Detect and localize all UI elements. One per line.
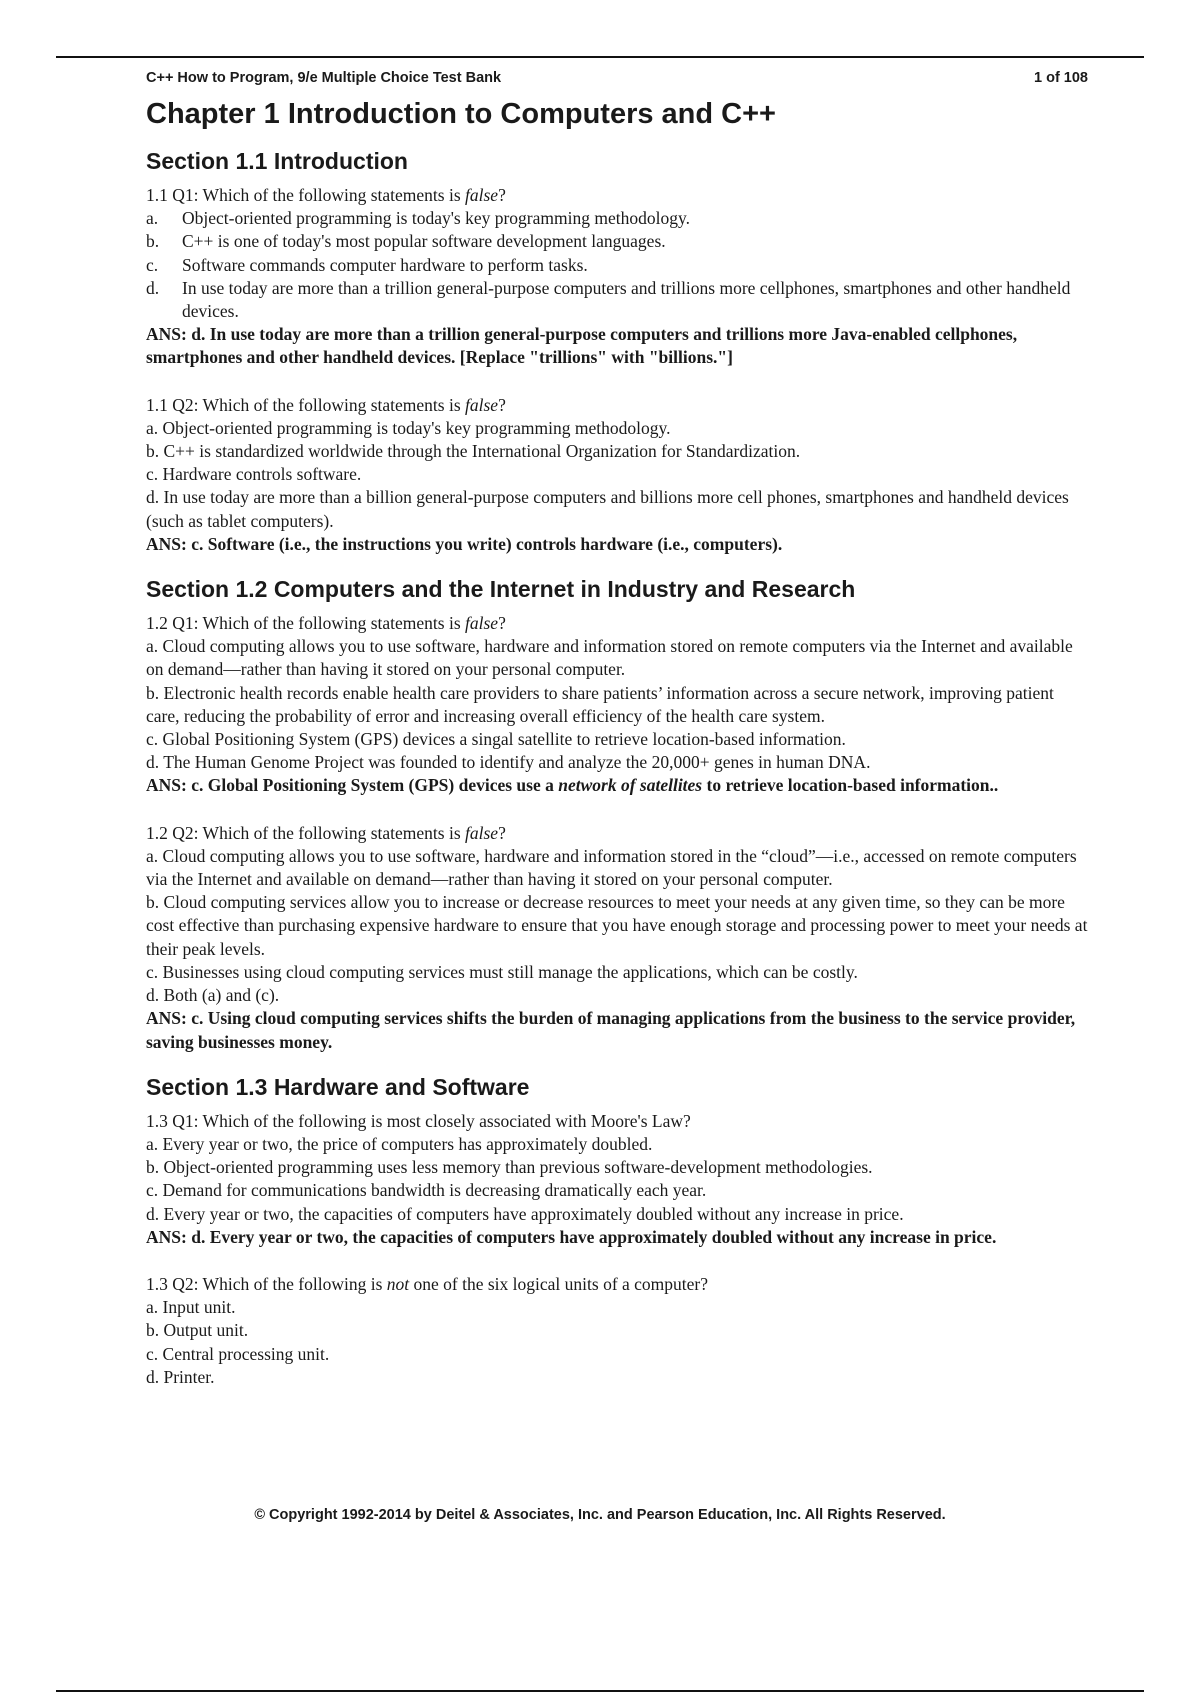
section-1-3 — [146, 1072, 1088, 1389]
question-1-3-q1 — [146, 1110, 1088, 1249]
option-d: d. In use today are more than a trillion general-purpose computers and trillions more cellphones, smartphones and other handheld devices. — [146, 277, 1071, 322]
answer: ANS: c. Global Positioning System (GPS) devices use a network of satellites to retrieve location-based information.. — [146, 775, 999, 796]
option-b: b. C++ is standardized worldwide through the International Organization for Standardization. — [146, 441, 801, 462]
question-1-2-q1 — [146, 612, 1088, 798]
option-b: b. C++ is one of today's most popular software development languages. — [146, 231, 666, 252]
option-d: d. Both (a) and (c). — [146, 985, 280, 1006]
section-title: Section 1.2 Computers and the Internet in Industry and Research — [146, 576, 856, 603]
option-b: b. Electronic health records enable health care providers to share patients’ information across a secure network, improving patient care, reducing the probability of error and increasing overall efficiency of the health care system. — [146, 682, 1054, 726]
option-b: b. Object-oriented programming uses less memory than previous software-development methodologies. — [146, 1157, 873, 1178]
question-prompt: 1.2 Q1: Which of the following statements is false? — [146, 613, 506, 634]
top-rule — [56, 56, 1144, 58]
option-b: b. Output unit. — [146, 1320, 249, 1341]
section-1-2 — [146, 574, 1088, 1054]
section-title: Section 1.3 Hardware and Software — [146, 1073, 530, 1100]
answer: ANS: d. In use today are more than a trillion general-purpose computers and trillions more Java-enabled cellphones, smartphones and other handheld devices. [Replace "trillions" with "billions."] — [146, 324, 1018, 368]
option-a: a. Object-oriented programming is today's key programming methodology. — [146, 417, 671, 438]
option-d: d. In use today are more than a billion general-purpose computers and billions more cell phones, smartphones and handheld devices (such as tablet computers). — [146, 487, 1069, 531]
option-c: c. Demand for communications bandwidth is decreasing dramatically each year. — [146, 1180, 707, 1201]
option-a: a. Input unit. — [146, 1297, 236, 1318]
question-prompt: 1.1 Q1: Which of the following statements is false? — [146, 185, 506, 205]
option-d: d. The Human Genome Project was founded to identify and analyze the 20,000+ genes in human DNA. — [146, 752, 871, 773]
option-c: c. Central processing unit. — [146, 1343, 330, 1364]
option-c: c. Businesses using cloud computing services must still manage the applications, which can be costly. — [146, 961, 858, 982]
answer: ANS: c. Using cloud computing services shifts the burden of managing applications from the business to the service provider, saving businesses money. — [146, 1008, 1076, 1052]
option-b: b. Cloud computing services allow you to increase or decrease resources to meet your needs at any given time, so they can be more cost effective than purchasing expensive hardware to ensure that you have enough storage and processing power to meet your needs at their peak levels. — [146, 892, 1088, 959]
running-header — [146, 70, 1088, 88]
header-book-title: C++ How to Program, 9/e Multiple Choice Test Bank — [146, 70, 502, 86]
question-prompt: 1.3 Q2: Which of the following is not one of the six logical units of a computer? — [146, 1273, 709, 1294]
question-1-1-q2 — [146, 394, 1088, 556]
section-title: Section 1.1 Introduction — [146, 148, 408, 174]
option-a: a. Every year or two, the price of computers has approximately doubled. — [146, 1133, 653, 1154]
section-1-1 — [146, 146, 1088, 556]
document-page — [146, 70, 1088, 1407]
question-1-2-q2 — [146, 822, 1088, 1054]
question-1-1-q1 — [146, 184, 1088, 370]
option-a: a. Cloud computing allows you to use software, hardware and information stored on remote computers via the Internet and available on demand—rather than having it stored on your personal computer. — [146, 636, 1073, 680]
option-c: c. Software commands computer hardware to perform tasks. — [146, 254, 588, 275]
option-c: c. Hardware controls software. — [146, 464, 362, 485]
question-prompt: 1.2 Q2: Which of the following statements is false? — [146, 822, 506, 843]
option-c: c. Global Positioning System (GPS) devices a singal satellite to retrieve location-based information. — [146, 729, 846, 750]
answer: ANS: d. Every year or two, the capacities of computers have approximately doubled without any increase in price. — [146, 1226, 997, 1247]
chapter-title: Chapter 1 Introduction to Computers and C++ — [146, 98, 776, 130]
option-a: a. Cloud computing allows you to use software, hardware and information stored in the “cloud”—i.e., accessed on remote computers via the Internet and available on demand—rather than having it stored on your personal computer. — [146, 845, 1077, 890]
copyright-footer: © Copyright 1992-2014 by Deitel & Associates, Inc. and Pearson Education, Inc. All Rights Reserved. — [254, 1507, 946, 1523]
question-prompt: 1.1 Q2: Which of the following statements is false? — [146, 394, 506, 415]
answer: ANS: c. Software (i.e., the instructions you write) controls hardware (i.e., computers). — [146, 533, 783, 554]
option-a: a. Object-oriented programming is today's key programming methodology. — [146, 208, 690, 229]
option-d: d. Every year or two, the capacities of computers have approximately doubled without any increase in price. — [146, 1203, 904, 1224]
question-1-3-q2 — [146, 1273, 1088, 1389]
header-page-number: 1 of 108 — [1034, 70, 1088, 86]
option-d: d. Printer. — [146, 1366, 215, 1387]
question-prompt: 1.3 Q1: Which of the following is most closely associated with Moore's Law? — [146, 1110, 691, 1131]
bottom-rule — [56, 1690, 1144, 1692]
